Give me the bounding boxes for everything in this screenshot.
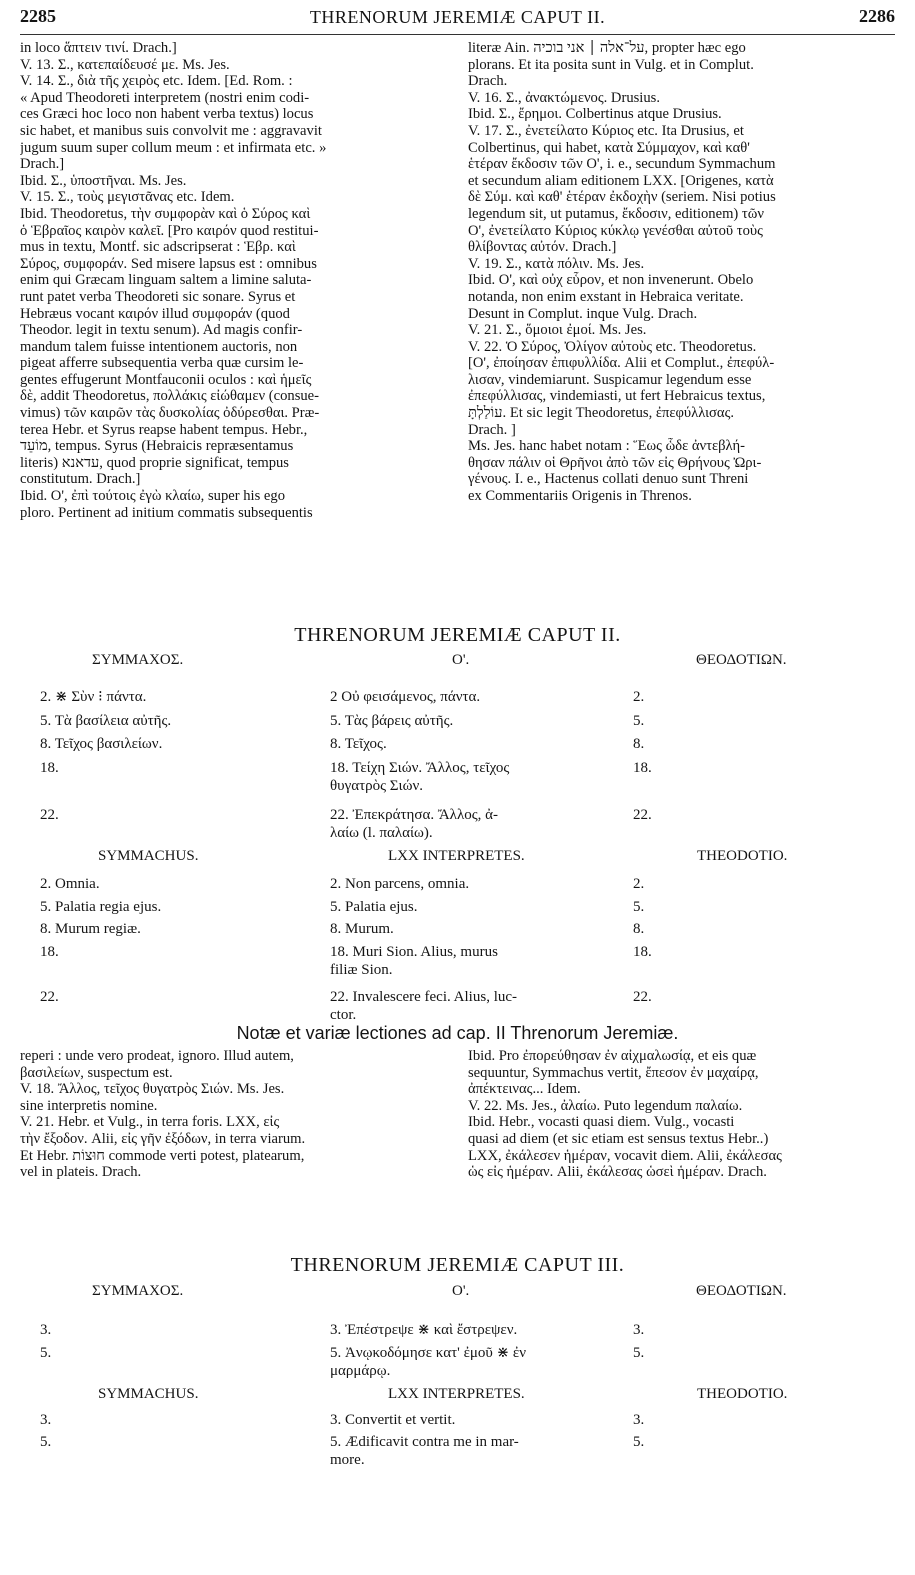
lxx-line: 8. Murum. [330,921,394,937]
page-number-left: 2285 [20,6,56,26]
column-head-symmachus-greek: ΣΥΜΜΑΧΟΣ. [92,652,184,668]
column-head-theodotion-greek: ΘΕΟΔΟΤΙΩΝ. [696,1283,787,1299]
column-head-theodotion-latin: THEODOTIO. [697,1386,788,1402]
text-line: Drach. [468,73,508,90]
top-left-column [20,40,452,521]
lxx-line: ctor. [330,1006,357,1023]
symmachus-cell: 3. [40,1322,52,1338]
lxx-line: θυγατρὸς Σιών. [330,777,423,794]
running-header [20,6,895,32]
text-line: Drach.] [20,156,65,173]
lxx-line: filiæ Sion. [330,961,393,978]
text-line: Ibid. Pro ἐπορεύθησαν ἐν αἰχμαλωσίᾳ, et eis quæ [468,1048,757,1064]
text-line: vel in plateis. Drach. [20,1164,142,1181]
theodotion-cell: 5. [633,1345,645,1361]
text-line: sequuntur, Symmachus vertit, ἔπεσον ἐν μαχαίρᾳ, [468,1064,759,1081]
symmachus-cell: 8. Murum regiæ. [40,921,141,937]
top-right-column [468,40,896,505]
lxx-cell [330,759,600,795]
lxx-line: 3. Convertit et vertit. [330,1412,456,1428]
lxx-line: 22. Invalescere feci. Alius, luc- [330,988,518,1005]
text-line: sic habet, et manibus suis convolvit me : aggravavit [20,122,322,139]
symmachus-cell: 18. [40,759,59,776]
notes-left-column [20,1048,452,1181]
theodotion-cell: 8. [633,736,645,752]
text-line: pigeat afferre subsequentia verba quæ cursim le- [20,355,304,372]
text-line: mus in textu, Montf. sic adscripserat : Ἑβρ. καὶ [20,239,296,256]
symmachus-cell: 22. [40,988,59,1005]
text-line: βασιλείων, suspectum est. [20,1064,173,1081]
text-line: quasi ad diem (et sic etiam est sensus textus Hebr..) [468,1130,769,1147]
chapter-2-title: THRENORUM JEREMIÆ CAPUT II. [294,624,621,646]
header-rule [20,34,895,35]
symmachus-cell: 5. [40,1434,52,1450]
text-line: Ibid. Σ., ἔρημοι. Colbertinus atque Drusius. [468,106,722,123]
theodotion-cell: 5. [633,712,645,729]
symmachus-cell: 5. Τὰ βασίλεια αὐτῆς. [40,712,172,729]
text-line: ex Commentariis Origenis in Threnos. [468,488,692,505]
text-line: V. 15. Σ., τοὺς μεγιστᾶνας etc. Idem. [20,189,235,206]
lxx-cell [330,875,600,893]
text-line: θησαν πάλιν οἱ Θρῆνοι ἀπὸ τῶν εἰς Θρήνους Ὠρι- [468,454,762,471]
lxx-line: μαρμάρῳ. [330,1363,391,1379]
lxx-line: 18. Τείχη Σιών. Ἄλλος, τεῖχος [330,759,510,776]
lxx-cell [330,1321,600,1339]
column-head-symmachus-latin: SYMMACHUS. [98,848,199,864]
text-line: [O', ἐποίησαν ἐπιφυλλίδα. Alii et Complut., ἐπεφύλ- [468,355,775,372]
text-line: Ibid. Σ., ὑποστῆναι. Ms. Jes. [20,172,187,189]
theodotion-cell: 3. [633,1412,645,1428]
lxx-line: more. [330,1452,365,1468]
symmachus-cell: 5. [40,1345,52,1361]
lxx-cell [330,898,600,916]
lxx-line: 5. Ædificavit contra me in mar- [330,1434,519,1450]
text-line: gentes effugerunt Montfauconii oculos : καὶ ἡμεῖς [20,371,312,388]
lxx-cell [330,1411,600,1429]
text-line: ἑτέραν ἔκδοσιν τῶν O', i. e., secundum Symmachum [468,156,776,173]
text-line: Ibid. Hebr., vocasti quasi diem. Vulg., vocasti [468,1114,735,1131]
lxx-line: λαίω (l. παλαίω). [330,824,433,841]
chapter-2-latin-heads [0,848,915,870]
notes-right-column [468,1048,896,1181]
column-head-lxx-latin: LXX INTERPRETES. [388,1386,525,1402]
lxx-line: 3. Ἐπέστρεψε ⋇ καὶ ἔστρεψεν. [330,1322,518,1338]
text-line: V. 16. Σ., ἀνακτώμενος. Drusius. [468,89,660,106]
text-line: in loco ἅπτειν τινί. Drach.] [20,40,177,56]
symmachus-cell: 8. Τεῖχος βασιλείων. [40,736,163,752]
text-line: Theodor. legit in textu senum). Ad magis confir- [20,322,303,339]
lxx-line: 2 Οὐ φεισάμενος, πάντα. [330,689,481,705]
text-line: ἀπέκτεινας... Idem. [468,1081,581,1098]
lxx-line: 5. Ἀνῳκοδόμησε κατ' ἐμοῦ ⋇ ἐν [330,1345,526,1361]
text-line: γένους. I. e., Hactenus collati denuo sunt Threni [468,471,749,488]
chapter-3-greek-heads [0,1283,915,1305]
column-head-symmachus-latin: SYMMACHUS. [98,1386,199,1402]
text-line: enim qui Græcam linguam saltem a limine saluta- [20,272,312,289]
text-line: V. 22. Ms. Jes., ἀλαίω. Puto legendum παλαίω. [468,1097,743,1114]
text-line: θλίβοντας αὐτόν. Drach.] [468,239,617,256]
symmachus-cell: 2. Omnia. [40,876,100,892]
chapter-2-greek-heads [0,652,915,674]
column-head-lxx-greek: O'. [452,652,470,668]
lxx-cell [330,712,600,730]
lxx-cell [330,806,600,842]
text-line: τὴν ἔξοδον. Alii, εἰς γῆν ἐξόδων, in terra viarum. [20,1130,306,1147]
column-head-lxx-latin: LXX INTERPRETES. [388,848,525,864]
text-line: Drach. ] [468,421,516,438]
theodotion-cell: 5. [633,1434,645,1450]
column-head-symmachus-greek: ΣΥΜΜΑΧΟΣ. [92,1283,184,1299]
text-line: plorans. Et ita posita sunt in Vulg. et in Complut. [468,56,754,73]
lxx-cell [330,920,600,938]
lxx-line: 5. Τὰς βάρεις αὐτῆς. [330,712,454,729]
theodotion-cell: 8. [633,921,645,937]
lxx-cell [330,735,600,753]
text-line: Σύρος, συμφοράν. Sed misere lapsus est : omnibus [20,255,317,272]
text-line: Ibid. O', καὶ οὐχ εὗρον, et non invenerunt. Obelo [468,272,754,289]
symmachus-cell: 3. [40,1412,52,1428]
text-line: V. 13. Σ., κατεπαίδευσέ με. Ms. Jes. [20,56,230,73]
lxx-line: 8. Τεῖχος. [330,736,387,752]
page-number-right: 2286 [859,6,895,26]
theodotion-cell: 5. [633,898,645,915]
text-line: terea Hebr. et Syrus reapse habent tempus. Hebr., [20,421,308,438]
text-line: literis) עדאנא, quod proprie significat, tempus [20,454,289,471]
text-line: V. 19. Σ., κατὰ πόλιν. Ms. Jes. [468,255,645,272]
theodotion-cell: 3. [633,1322,645,1338]
text-line: λισαν, vindemiarunt. Suspicamur legendum esse [468,371,752,388]
text-line: Ms. Jes. hanc habet notam : Ἕως ὧδε ἀντεβλή- [468,438,745,455]
text-line: עוֹלַלְתָּ. Et sic legit Theodoretus, ἐπεφύλλισας. [468,405,735,422]
theodotion-cell: 2. [633,876,645,892]
lxx-cell [330,943,600,979]
lxx-line: 2. Non parcens, omnia. [330,876,470,892]
text-line: legendum sit, ut putamus, ἔκδοσιν, editionem) τῶν [468,205,764,222]
text-line: constitutum. Drach.] [20,471,141,488]
text-line: V. 21. Hebr. et Vulg., in terra foris. LXX, εἰς [20,1114,280,1131]
chapter-3-title: THRENORUM JEREMIÆ CAPUT III. [290,1254,625,1276]
text-line: Desunt in Complut. inque Vulg. Drach. [468,305,698,322]
text-line: « Apud Theodoreti interpretem (nostri enim codi- [20,89,310,106]
text-line: literæ Ain. על־אלה ׀ אני בוכיה, propter hæc ego [468,40,746,56]
text-line: δὲ, addit Theodoretus, πολλάκις εἰώθαμεν (consue- [20,388,320,405]
symmachus-cell: 5. Palatia regia ejus. [40,898,162,915]
text-line: LXX, ἐκάλεσεν ἡμέραν, vocavit diem. Alii, ἐκάλεσας [468,1147,782,1164]
text-line: מוֹעֵד, tempus. Syrus (Hebraicis repræsentamus [20,438,294,455]
text-line: O', ἐνετείλατο Κύριος κύκλῳ γενέσθαι αὐτοῦ τοὺς [468,222,763,239]
text-line: et secundum aliam editionem LXX. [Origenes, κατὰ [468,172,774,189]
text-line: sine interpretis nomine. [20,1097,158,1114]
symmachus-cell: 22. [40,806,59,823]
notes-title: Notæ et variæ lectiones ad cap. II Threnorum Jeremiæ. [236,1023,679,1043]
theodotion-cell: 22. [633,806,652,823]
text-line: jugum suum super collum meum : et infirmata etc. » [20,139,327,156]
column-head-lxx-greek: O'. [452,1283,470,1299]
text-line: ὁ Ἑβραῖος καιρὸν καλεῖ. [Pro καιρόν quod restitui- [20,222,319,239]
theodotion-cell: 2. [633,689,645,705]
lxx-cell [330,1344,600,1380]
text-line: V. 14. Σ., διὰ τῆς χειρὸς etc. Idem. [Ed. Rom. : [20,73,293,90]
theodotion-cell: 18. [633,943,652,960]
text-line: reperi : unde vero prodeat, ignoro. Illud autem, [20,1048,294,1064]
theodotion-cell: 22. [633,988,652,1005]
text-line: Hebræus vocant καιρόν illud συμφοράν (quod [20,305,290,322]
lxx-cell [330,988,600,1024]
text-line: V. 22. Ὁ Σύρος, Ὀλίγον αὐτοὺς etc. Theodoretus. [468,338,757,355]
running-title: THRENORUM JEREMIÆ CAPUT II. [309,7,606,27]
lxx-line: 22. Ἐπεκράτησα. Ἄλλος, ἀ- [330,806,499,823]
symmachus-cell: 18. [40,943,59,960]
text-line: V. 17. Σ., ἐνετείλατο Κύριος etc. Ita Drusius, et [468,122,744,139]
text-line: Ibid. Theodoretus, τὴν συμφορὰν καὶ ὁ Σύρος καὶ [20,205,311,222]
column-head-theodotion-latin: THEODOTIO. [697,848,788,864]
lxx-cell [330,1433,600,1469]
text-line: δὲ Σύμ. καὶ καθ' ἑτέραν ἐκδοχὴν (seriem. Nisi potius [468,189,776,206]
theodotion-cell: 18. [633,759,652,776]
symmachus-cell: 2. ⋇ Σὺν ⁝ πάντα. [40,689,147,705]
column-head-theodotion-greek: ΘΕΟΔΟΤΙΩΝ. [696,652,787,668]
text-line: runt patet verba Theodoreti sic sonare. Syrus et [20,288,296,305]
lxx-line: 18. Muri Sion. Alius, murus [330,943,498,960]
text-line: ces Græci hoc loco non habent verba textus) locus [20,106,314,123]
text-line: ὡς εἰς ἡμέραν. Alii, ἐκάλεσας ὡσεὶ ἡμέραν. Drach. [468,1164,767,1181]
text-line: notanda, non enim exstant in Hebraica veritate. [468,288,744,305]
text-line: V. 18. Ἄλλος, τεῖχος θυγατρὸς Σιών. Ms. Jes. [20,1081,285,1098]
text-line: ploro. Pertinent ad initium commatis subsequentis [20,504,313,521]
chapter-3-latin-heads [0,1386,915,1408]
lxx-line: 5. Palatia ejus. [330,898,418,915]
text-line: Colbertinus, qui habet, κατὰ Σύμμαχον, καὶ καθ' [468,139,750,156]
text-line: vimus) τῶν καιρῶν τὰς δυσκολίας ὀδύρεσθαι. Præ- [20,405,320,422]
lxx-cell [330,688,600,706]
text-line: mandum talem fuisse intentionem auctoris, non [20,338,298,355]
text-line: Et Hebr. חוּצוֹת commode verti potest, platearum, [20,1147,305,1164]
text-line: ἐπεφύλλισας, vindemiasti, ut fert Hebraicus textus, [468,388,766,405]
text-line: V. 21. Σ., ὅμοιοι ἐμοί. Ms. Jes. [468,322,647,339]
text-line: Ibid. O', ἐπὶ τούτοις ἐγὼ κλαίω, super his ego [20,488,285,505]
